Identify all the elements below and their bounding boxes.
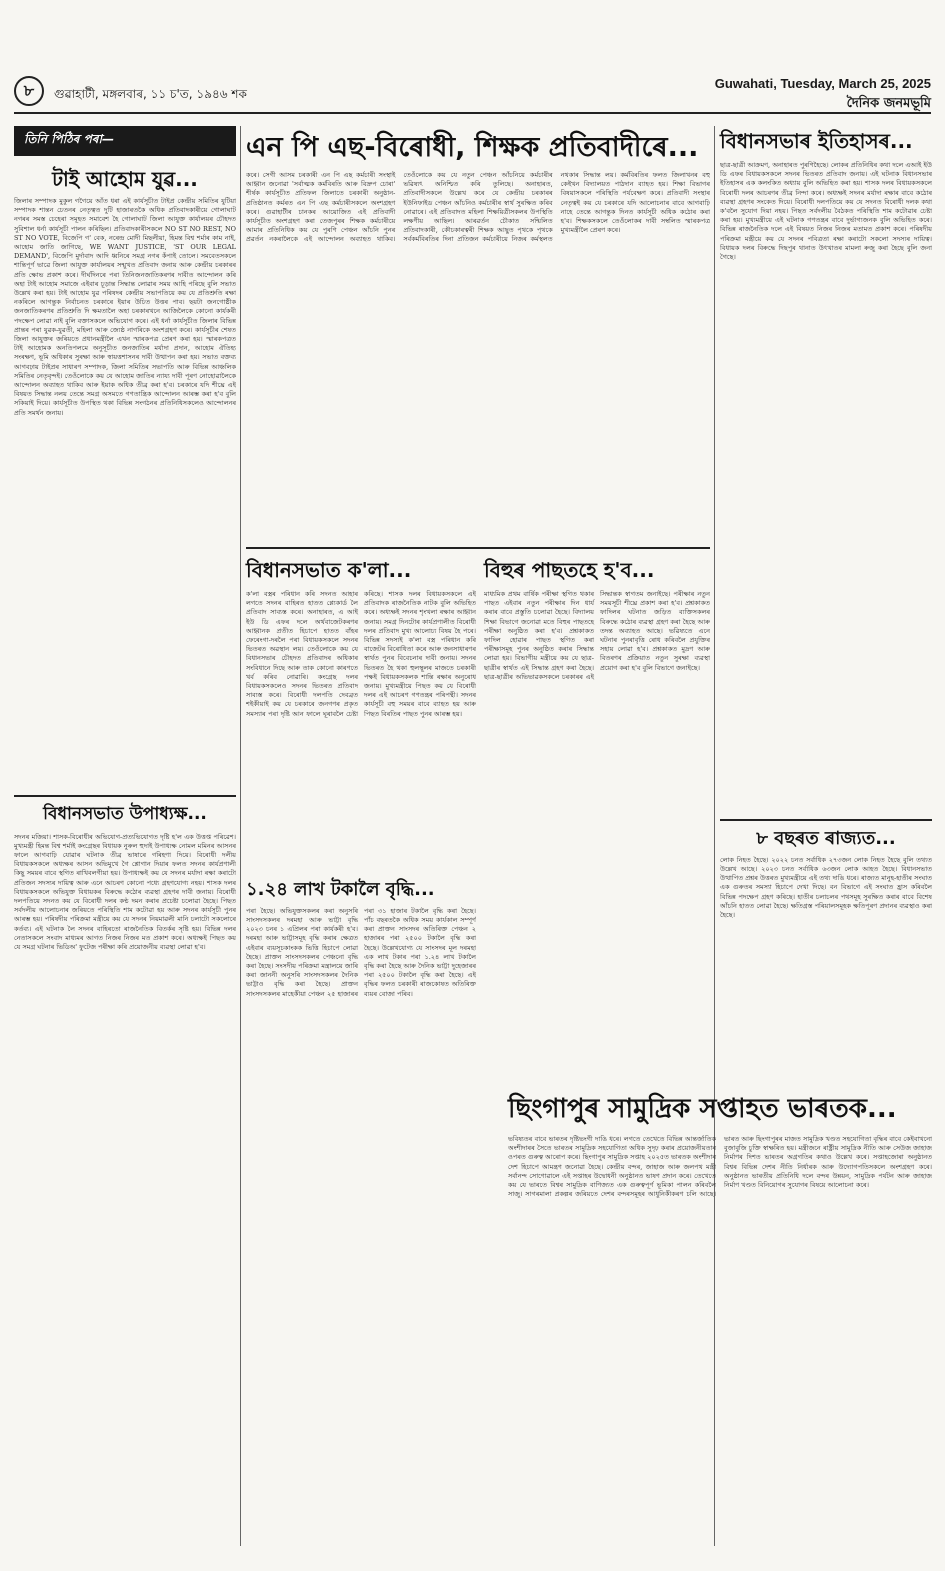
paper-name: দৈনিক জনমভূমি	[846, 96, 931, 111]
article-headline: ৮ বছৰত ৰাজ্যত...	[756, 828, 896, 849]
divider	[14, 795, 236, 797]
article-body: লোক নিহত হৈছে। ২০২২ চনত সৰ্বাধিক ২৭৩জন লোক নিহত হৈছে বুলি তথ্যত উল্লেখ আছে। ২০২৩ চনত সৰ্বাধিক ৬৩জন লোক আহত হৈছে। বিধানসভাত উত্থাপিত প্ৰশ্নৰ উত্তৰত মুখ্যমন্ত্ৰীয়ে এই তথ্য দাঙি ধৰে। ৰাজ্যত মানুহ-হাতীৰ সংঘাত এক গুৰুতৰ সমস্যা হিচাপে দেখা দিছে। বন বিভাগে এই সংঘাত হ্ৰাস কৰিবলৈ বিভিন্ন পদক্ষেপ গ্ৰহণ কৰিছে। হাতীৰ চলাচলৰ পথসমূহ সুৰক্ষিত কৰাৰ বাবে বিশেষ আঁচনি হাতত লোৱা হৈছে। ক্ষতিগ্ৰস্ত পৰিয়ালসমূহক ক্ষতিপূৰণ প্ৰদানৰ ব্যৱস্থাও কৰা হৈছে।	[720, 855, 932, 919]
article-headline: বিহুৰ পাছতহে হ'ব...	[484, 558, 655, 583]
article-body: পৰা হৈছে। অভিযুক্তসকলৰ কৰা অনুসৰি সাংসদসকলৰ দৰমহা আৰু ভাট্টা বৃদ্ধি ২০২৩ চনৰ ১ এপ্ৰিলৰ পৰা কাৰ্যকৰী হ'ব। দৰমহা আৰু ভাট্টাসমূহ বৃদ্ধি কৰাৰ ক্ষেত্ৰত এইবাৰ ব্যয়সূচকাংকক ভিত্তি হিচাপে লোৱা হৈছে। প্ৰাক্তন সাংসদসকলৰ পেঞ্চনো বৃদ্ধি কৰা হৈছে। সংসদীয় পৰিক্ৰমা মন্ত্ৰালয়ে জাৰি কৰা জাননী অনুসৰি সাংসদসকলৰ দৈনিক ভাট্টাও বৃদ্ধি কৰা হৈছে। প্ৰাক্তন সাংসদসকলৰ মাহেকীয়া পেঞ্চন ২৫ হাজাৰৰ পৰা ৩১ হাজাৰ টকালৈ বৃদ্ধি কৰা হৈছে। পাঁচ বছৰতকৈ অধিক সময় কাৰ্যকাল সম্পূৰ্ণ কৰা প্ৰাক্তন সাংসদৰ অতিৰিক্ত পেঞ্চন ২ হাজাৰৰ পৰা ২৫০০ টকালৈ বৃদ্ধি কৰা হৈছে। উল্লেখযোগ্য যে সাংসদৰ মূল দৰমহা এক লাখ টকাৰ পৰা ১.২৪ লাখ টকালৈ বৃদ্ধি কৰা হৈছে আৰু দৈনিক ভাট্টা দুহেজাৰৰ পৰা ২৫০০ টকালৈ বৃদ্ধি কৰা হৈছে। এই বৃদ্ধিৰ ফলত চৰকাৰী ৰাজকোষত অতিৰিক্ত ব্যয়ৰ বোজা পৰিব।	[246, 906, 476, 998]
story-block	[508, 1095, 932, 1465]
column-divider	[240, 126, 241, 1546]
page-number: ৮	[14, 76, 44, 106]
lead-headline: এন পি এছ-বিৰোধী, শিক্ষক প্ৰতিবাদীৰে...	[246, 132, 699, 163]
divider	[246, 547, 710, 549]
article-body: ক'লা বস্ত্ৰৰ পৰিধান কৰি সদনত আহাৰ লগতে সদনৰ বাহিৰত হাতত প্ল্যেকাৰ্ড লৈ প্ৰতিবাদ সাব্যস্ত কৰে। অনাহাৰত, এ আই ইউ ডি এফৰ দলে অৰ্থবাজেটকৰণৰ আহ্বানক প্ৰতীত হিচাপে হাতত বাঁহৰ ফেৰেংগা-দৰলৈ পৰা বিধায়কসকলে সদনৰ ভিতৰত অৱস্থান লয়। তেওঁলোকে কয় যে বিধানসভাৰ চৌহদত প্ৰতিবাদৰ অধিকাৰ সংবিধানে দিছে আৰু তাক কোনো কাৰণতে খৰ্ব কৰিব নোৱাৰি। কংগ্ৰেছ দলৰ বিধায়কসকলেও সদনৰ ভিতৰত প্ৰতিবাদ সাব্যস্ত কৰে। বিৰোধী দলপতি দেবব্ৰত শইকীয়াই কয় যে চৰকাৰে জনগণৰ প্ৰকৃত সমস্যাৰ পৰা দৃষ্টি আন ফালে ঘূৰাবলৈ চেষ্টা কৰিছে। শাসক দলৰ বিধায়কসকলে এই প্ৰতিবাদক ৰাজনৈতিক নাটক বুলি অভিহিত কৰে। অধ্যক্ষই সদনৰ শৃংখলা ৰক্ষাৰ আহ্বান জনায়। সমগ্ৰ দিনটোৰ কাৰ্যপ্ৰণালীত বিৰোধী দলৰ প্ৰতিবাদ মুখ্য আলোচ্য বিষয় হৈ পৰে। বিভিন্ন সদস্যই ক'লা বস্ত্ৰ পৰিধান কৰি বাজেটৰ বিৰোধিতা কৰে আৰু জনসাধাৰণৰ স্বাৰ্থত পুনৰ বিবেচনাৰ দাবী জনায়। সদনৰ ভিতৰত হৈ থকা হুলস্থূলৰ মাজতে চৰকাৰী পক্ষই বিধায়কসকলক শান্তি ৰক্ষাৰ অনুৰোধ জনায়। মুখ্যমন্ত্ৰীয়ে পিছত কয় যে বিৰোধী দলৰ এই আচৰণ গণতন্ত্ৰৰ পৰিপন্থী। সদনৰ কাৰ্যসূচী বহু সময়ৰ বাবে ব্যাহত হয় আৰু পিছত বিৰতিৰ পাছত পুনৰ আৰম্ভ হয়।	[246, 590, 476, 718]
divider	[720, 819, 932, 821]
date-assamese: গুৱাহাটী, মঙ্গলবাৰ, ১১ চ'ত, ১৯৪৬ শক	[54, 87, 247, 101]
date-english: Guwahati, Tuesday, March 25, 2025	[714, 76, 931, 91]
right-column	[720, 126, 932, 1016]
continued-banner: তিনি পিঠিৰ পৰা—	[14, 126, 236, 156]
article-headline: বিধানসভাত উপাধ্যক্ষ...	[43, 804, 207, 824]
article-body: কৰে। সেগী আসম চৰকাৰী এন পি এছ কৰ্মচাৰী সংস্থাই আহ্বান জনোৱা 'সৰ্বাত্মক কৰ্মবিৰতি আৰু বিদ্ৰুপ চোৰা' শীৰ্ষক কাৰ্যসূচীত প্ৰতিফল জিলাতে চৰকাৰী অনুষ্ঠান-প্ৰতিষ্ঠানত কৰ্মৰত এন পি এছ কৰ্মচাৰীসকলে অংশগ্ৰহণ কৰে। গুৱাহাটীৰ চানকৰ আয়োজিত এই প্ৰতিবাদী কাৰ্যসূচীত অংশগ্ৰহণ কৰা তেজপুৰৰ শিক্ষক কৰ্মচাৰীয়ে আমাৰ প্ৰতিনিধিক কয় যে পুৰণি পেঞ্চন আঁচনি পুনৰ প্ৰৱৰ্তন নকৰালৈকে এই আন্দোলন অব্যাহত থাকিব। তেওঁলোকে কয় যে নতুন পেঞ্চন আঁচনিয়ে কৰ্মচাৰীৰ ভৱিষ্যৎ অনিশ্চিত কৰি তুলিছে। অনাহাৰত, প্ৰতিবাদীসকলে উল্লেখ কৰে যে কেন্দ্ৰীয় চৰকাৰৰ ইউনিফাইড পেঞ্চন আঁচনিও কৰ্মচাৰীৰ স্বাৰ্থ সুৰক্ষিত কৰিব নোৱাৰে। এই প্ৰতিবাদত মহিলা শিক্ষয়িত্ৰীসকলৰ উপস্থিতি লক্ষণীয় আছিল। আৰৱৰ্তন চৌকাত সন্মিলিত প্ৰতিবাদকাৰী, কৌচকাৰত্বৰী শিক্ষক আছুত পৃথকে পৃথকে সৰ্বকৰ্মবিৰতিৰ দিনা প্ৰতিজন কৰ্মচাৰীয়ে নিজৰ কৰ্মস্থলত নথকাৰ সিদ্ধান্ত লয়। কৰ্মবিৰতিৰ ফলত জিলাখনৰ বহু কেইখন বিদ্যালয়ত পাঠদান ব্যাহত হয়। শিক্ষা বিভাগৰ বিষয়াসকলে পৰিস্থিতি পৰ্যবেক্ষণ কৰে। প্ৰতিবাদী সংস্থাৰ নেতৃত্বই কয় যে চৰকাৰে যদি আলোচনাৰ বাবে আগবাঢ়ি নাহে তেন্তে আগন্তুক দিনত কাৰ্যসূচী অধিক কঠোৰ কৰা হ'ব। শিক্ষকসকলে তেওঁলোকৰ দাবী সম্বলিত স্মাৰকপত্ৰ মুখ্যমন্ত্ৰীলৈ প্ৰেৰণ কৰে।	[246, 171, 710, 244]
middle-column	[246, 126, 710, 1145]
article-body: মাধ্যমিক প্ৰথম বাৰ্ষিক পৰীক্ষা স্থগিত থকাৰ পাছত এইবাৰ নতুন পৰীক্ষাৰ দিন ধাৰ্য কৰাৰ বাবে প্ৰস্তুতি চলোৱা হৈছে। বিদ্যালয় শিক্ষা বিভাগে জনোৱা মতে বিহুৰ পাছতহে পৰীক্ষা অনুষ্ঠিত কৰা হ'ব। প্ৰশ্নকাকত ফাদিল হোৱাৰ পাছত স্থগিত কৰা পৰীক্ষাসমূহ পুনৰ অনুষ্ঠিত কৰাৰ সিদ্ধান্ত লোৱা হয়। বিভাগীয় মন্ত্ৰীয়ে কয় যে ছাত্ৰ-ছাত্ৰীৰ স্বাৰ্থত এই সিদ্ধান্ত গ্ৰহণ কৰা হৈছে। ছাত্ৰ-ছাত্ৰীৰ অভিভাৱকসকলে চৰকাৰৰ এই সিদ্ধান্তক স্বাগতম জনাইছে। পৰীক্ষাৰ নতুন সময়সূচী শীঘ্ৰে প্ৰকাশ কৰা হ'ব। প্ৰশ্নকাকত ফাদিলৰ ঘটনাত জড়িত ব্যক্তিসকলৰ বিৰুদ্ধে কঠোৰ ব্যৱস্থা গ্ৰহণ কৰা হৈছে আৰু তদন্ত অব্যাহত আছে। ভৱিষ্যতে এনে ঘটনাৰ পুনৰাবৃত্তি ৰোধ কৰিবলৈ প্ৰযুক্তিৰ সহায় লোৱা হ'ব। প্ৰশ্নকাকত মুদ্ৰণ আৰু বিতৰণৰ প্ৰক্ৰিয়াত নতুন সুৰক্ষা ব্যৱস্থা প্ৰয়োগ কৰা হ'ব বুলি বিভাগে জনাইছে।	[484, 590, 710, 681]
article-headline: টাই আহোম যুৱ...	[52, 167, 198, 191]
article-body: ভবিষ্যতৰ বাবে ভাৰতৰ দৃষ্টিভংগী দাঙি ধৰে। লগতে তেখেতে বিভিন্ন আন্তৰ্জাতিক অংশীদাৰৰ সৈতে ভাৰতৰ সামুদ্ৰিক সহযোগিতা অধিক সুদৃঢ় কৰাৰ প্ৰয়োজনীয়তাৰ ওপৰত গুৰুত্ব আৰোপ কৰে। ছিংগাপুৰ সামুদ্ৰিক সপ্তাহ ২০২৫ত ভাৰতক অংশীদাৰ দেশ হিচাপে আমন্ত্ৰণ জনোৱা হৈছে। কেন্দ্ৰীয় বন্দৰ, জাহাজ আৰু জলপথ মন্ত্ৰী সৰ্বানন্দ সোণোৱালে এই সপ্তাহৰ উদ্বোধনী অনুষ্ঠানত ভাষণ প্ৰদান কৰে। তেখেতে কয় যে ভাৰতে বিশ্বৰ সামুদ্ৰিক বাণিজ্যত এক গুৰুত্বপূৰ্ণ ভূমিকা পালন কৰিবলৈ সাজু। সাগৰমালা প্ৰকল্পৰ জৰিয়তে দেশৰ বন্দৰসমূহৰ আধুনিকীকৰণ চলি আছে। ভাৰত আৰু ছিংগাপুৰৰ মাজত সামুদ্ৰিক খণ্ডত সহযোগিতা বৃদ্ধিৰ বাবে কেইবাখনো বুজাবুজি চুক্তি স্বাক্ষৰিত হয়। মন্ত্ৰীজনে ৰাষ্ট্ৰীয় সামুদ্ৰিক নীতি আৰু সেউজ জাহাজ নিৰ্মাণৰ দিশত ভাৰতৰ অগ্ৰগতিৰ কথাও উল্লেখ কৰে। সপ্তাহজোৰা অনুষ্ঠানত বিশ্বৰ বিভিন্ন দেশৰ নীতি নিৰ্ধাৰক আৰু উদ্যোগপতিসকলে অংশগ্ৰহণ কৰে। অনুষ্ঠানত ভাৰতীয় প্ৰতিনিধি দলে বন্দৰ উন্নয়ন, সামুদ্ৰিক পৰ্যটন আৰু জাহাজ নিৰ্মাণ খণ্ডত বিনিয়োগৰ সুযোগৰ বিষয়ে আলোচনা কৰে।	[508, 1134, 932, 1199]
article-headline: ছিংগাপুৰ সামুদ্ৰিক সপ্তাহত ভাৰতক...	[508, 1094, 897, 1124]
article-headline: বিধানসভাত ক'লা...	[246, 558, 412, 583]
article-headline: বিধানসভাৰ ইতিহাসৰ...	[720, 129, 913, 153]
article-body: ছাত্ৰ-ছাত্ৰী আক্ৰমণ, অনাহাৰত পুৰণিহৈছে। লোকৰ প্ৰতিনিধিৰ কথা দলে এআই ইউ ডি এফৰ বিধায়কসকলে সদনৰ ভিতৰত প্ৰতিবাদ জনায়। এই ঘটনাক বিধানসভাৰ ইতিহাসৰ এক কলংকিত অধ্যায় বুলি অভিহিত কৰা হয়। শাসক দলৰ বিধায়কসকলে বিৰোধী দলৰ আচৰণৰ তীব্ৰ নিন্দা কৰে। অধ্যক্ষই সদনৰ মৰ্যাদা ৰক্ষাৰ বাবে কঠোৰ ব্যৱস্থা গ্ৰহণৰ সংকেত দিয়ে। বিৰোধী দলপতিয়ে কয় যে সদনত বিৰোধী দলক কথা ক'বলৈ সুযোগ দিয়া নহয়। পিছত সৰ্বদলীয় বৈঠকত পৰিস্থিতি শাম কটোৱাৰ চেষ্টা কৰা হয়। মুখ্যমন্ত্ৰীয়ে এই ঘটনাক গণতন্ত্ৰৰ বাবে দুৰ্ভাগ্যজনক বুলি অভিহিত কৰে। বিভিন্ন ৰাজনৈতিক দলে এই বিষয়ত নিজৰ নিজৰ মতামত প্ৰকাশ কৰে। পৰিষদীয় পৰিক্ৰমা মন্ত্ৰীয়ে কয় যে সদনৰ পবিত্ৰতা ৰক্ষা কৰাটো সকলো সদস্যৰ দায়িত্ব। বিধায়ক দলৰ বিৰুদ্ধে দিছপুৰ থানাত উৎখাতৰ মামলা ৰুজু কৰা হৈছে বুলি জনা গৈছে।	[720, 161, 932, 262]
masthead	[14, 70, 931, 114]
article-body: সদনৰ মজিয়া। শাসক-বিৰোধীৰ অভিযোগ-প্ৰত্যভিযোগত দৃষ্টি হ'ল এক উত্তপ্ত পৰিৱেশ। মুখ্যমন্ত্ৰী হিমন্ত বিশ্ব শৰ্মাই কংগ্ৰেছৰ বিধায়ক নুৰুল হুদাই উপাধ্যক্ষ নোমল মমিনৰ আসনৰ ফালে আগবাঢ়ি যোৱাৰ ঘটনাক তীব্ৰ ভাষাৰে গৰিহণা দিয়ে। বিৰোধী দলীয় বিধায়কসকলে অধ্যক্ষৰ আসন অভিমুখে গৈ শ্লোগান দিয়াৰ ফলত সদনৰ কাৰ্যপ্ৰণালী কিছু সময়ৰ বাবে স্থগিত ৰাখিবলগীয়া হয়। উপাধ্যক্ষই কয় যে সদনৰ মৰ্যাদা ৰক্ষা কৰাটো প্ৰতিজন সদস্যৰ দায়িত্ব আৰু এনে আচৰণ কোনো পধ্যে গ্ৰহণযোগ্য নহয়। শাসক দলৰ বিধায়কসকলে অভিযুক্ত বিধায়কৰ বিৰুদ্ধে কঠোৰ ব্যৱস্থা গ্ৰহণৰ দাবী জনায়। বিৰোধী দলপতিয়ে সদনত কয় যে বিৰোধী দলৰ কণ্ঠ দমন কৰাৰ প্ৰচেষ্টা চলোৱা হৈছে। পিছত সৰ্বদলীয় আলোচনাৰ জৰিয়তে পৰিস্থিতি শাম কটোৱা হয় আৰু সদনৰ কাৰ্যসূচী পুনৰ আৰম্ভ হয়। পৰিষদীয় পৰিক্ৰমা মন্ত্ৰীয়ে কয় যে সদনৰ নিয়মাৱলী মানি চলাটো সকলোৰে কৰ্তব্য। এই ঘটনাক লৈ সদনৰ বাহিৰতো ৰাজনৈতিক বিতৰ্কৰ সৃষ্টি হয়। বিভিন্ন দলৰ নেতাসকলে সংবাদ মাধ্যমৰ আগত নিজৰ নিজৰ মত প্ৰকাশ কৰে। অধ্যক্ষই পিছত কয় যে সমগ্ৰ ঘটনাৰ ভিডিঅ' ফুটেজ পৰীক্ষা কৰি প্ৰয়োজনীয় ব্যৱস্থা লোৱা হ'ব।	[14, 832, 236, 951]
story-block	[484, 555, 710, 1100]
article-body: জিলাৰ সম্পাদক মুকুল গগৈয়ে আঁত ধৰা এই কাৰ্যসূচীত টাইপ্ৰ কেন্দ্ৰীয় সমিতিৰ যুটিয়া সম্পাদক শান্তন চেতনৰ নেতৃত্বত দুটি হাজাৰতকৈ অধিক প্ৰতিবাদকাৰীয়ে গোলাঘাট নগৰৰ সমস্ত চেহেৰা সমূহত সমাবেশ হৈ গোলাঘাট জিলা আযুক্ত কাৰ্যালয়ৰ চৌহদত সুবিশাল ধৰ্না কাৰ্যসূচী পালন কৰিছিল। প্ৰতিবাদকাৰীসকলে NO ST NO REST, NO ST NO VOTE, বিজেপি গ' বেক, নৰেন্দ্ৰ মোদী মিছলীয়া, হিমন্ত বিশ্ব শৰ্মাৰ কাম নাই, আহোম জাতি জাগিছে, WE WANT JUSTICE, 'ST OUR LEGAL DEMAND', বিজেপি মুৰ্দাবাদ আদি ধ্বনিৰে সমগ্ৰ নগৰ কঁপাই তোলে। সমবেতসকলে শান্তিপূৰ্ণ ভাৱে জিলা আযুক্ত কাৰ্যালয়ৰ সন্মুখত প্ৰতিবাদ জনায় আৰু কেন্দ্ৰীয় চৰকাৰৰ প্ৰতি ক্ষোভ প্ৰকাশ কৰে। দীৰ্ঘদিনৰে পৰা তিনিজনজাতিকৰণৰ দাবীত আন্দোলন কৰি অহা টাই আহোম সমাজে এইবাৰ চূড়ান্ত সিদ্ধান্ত লোৱাৰ সময় আহি পৰিছে বুলি সভাত উল্লেখ কৰা হয়। টাই আহোম যুৱ পৰিষদৰ কেন্দ্ৰীয় সভাপতিয়ে কয় যে প্ৰতিশ্ৰুতি ৰক্ষা নকৰিলে আগন্তুক নিৰ্বাচনত চৰকাৰে ইয়াৰ উচিত উত্তৰ পাব। ছয়টা জনগোষ্ঠীক জনজাতিকৰণৰ প্ৰতিশ্ৰুতি দি ক্ষমতালৈ অহা চৰকাৰখনে আজিলৈকে কোনো কাৰ্যকৰী পদক্ষেপ লোৱা নাই বুলি বক্তাসকলে অভিযোগ কৰে। এই ধৰ্না কাৰ্যসূচীত জিলাৰ বিভিন্ন প্ৰান্তৰ পৰা যুৱক-যুৱতী, মহিলা আৰু জ্যেষ্ঠ নাগৰিকে অংশগ্ৰহণ কৰে। কাৰ্যসূচীৰ শেষত জিলা আযুক্তৰ জৰিয়তে প্ৰধানমন্ত্ৰীলৈ এখন স্মাৰকপত্ৰ প্ৰেৰণ কৰা হয়। স্মাৰকপত্ৰত টাই আহোমক অনতিপলমে অনুসূচীত জনজাতিৰ মৰ্যাদা প্ৰদান, আহোম ঐতিহ্য সংৰক্ষণ, ভূমি অধিকাৰ সুৰক্ষা আৰু স্বায়ত্তশাসনৰ দাবী উত্থাপন কৰা হয়। সভাত বক্তব্য আগবঢ়ায় টাইপ্ৰৰ সাধাৰণ সম্পাদক, জিলা সমিতিৰ সভাপতি আৰু বিভিন্ন আঞ্চলিক সমিতিৰ নেতৃবৃন্দই। তেওঁলোকে কয় যে আহোম জাতিৰ ন্যায্য দাবী পূৰণ নোহোৱালৈকে আন্দোলন অব্যাহত থাকিব আৰু ইয়াক অধিক তীব্ৰ কৰা হ'ব। চৰকাৰে যদি শীঘ্ৰে এই বিষয়ত সিদ্ধান্ত নলয় তেন্তে সমগ্ৰ অসমতে গণতান্ত্ৰিক আন্দোলন আৰম্ভ কৰা হ'ব বুলি সকিয়াই দিয়ে। কাৰ্যসূচীত উপস্থিত থকা বিভিন্ন সংগঠনৰ প্ৰতিনিধিসকলেও আন্দোলনৰ প্ৰতি সমৰ্থন জনায়।	[14, 197, 236, 417]
left-column	[14, 126, 236, 1403]
article-headline: ১.২৪ লাখ টকালৈ বৃদ্ধি...	[246, 879, 435, 901]
story-block	[246, 555, 476, 1137]
